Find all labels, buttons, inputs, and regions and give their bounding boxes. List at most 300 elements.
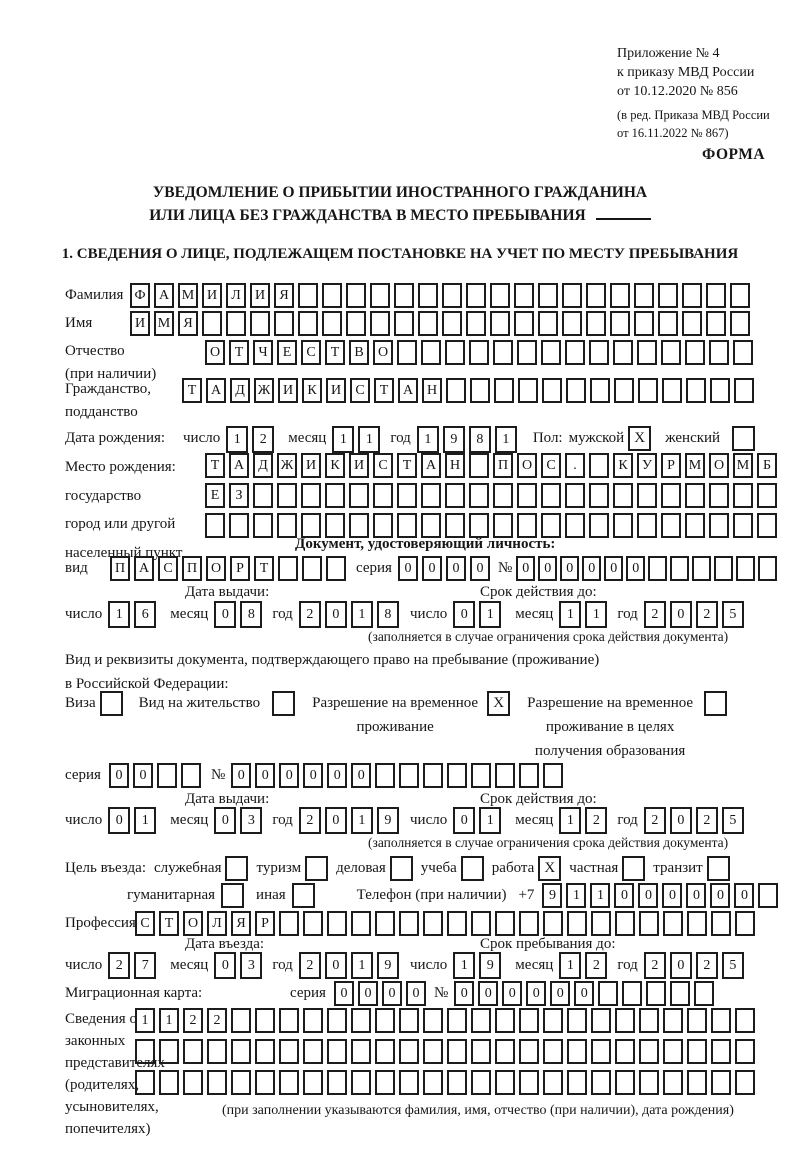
char-box[interactable] bbox=[517, 340, 537, 365]
char-box[interactable]: А bbox=[154, 283, 174, 308]
char-box[interactable]: . bbox=[565, 453, 585, 478]
char-box[interactable] bbox=[646, 981, 666, 1006]
char-box[interactable]: Ж bbox=[277, 453, 297, 478]
char-box[interactable] bbox=[541, 513, 561, 538]
char-box[interactable] bbox=[325, 483, 345, 508]
purpose-private-checkbox[interactable] bbox=[622, 856, 645, 881]
char-box[interactable] bbox=[351, 1039, 371, 1064]
char-box[interactable] bbox=[730, 311, 750, 336]
char-box[interactable]: 0 bbox=[422, 556, 442, 581]
char-box[interactable] bbox=[399, 1070, 419, 1095]
char-box[interactable]: С bbox=[541, 453, 561, 478]
char-box[interactable] bbox=[610, 311, 630, 336]
char-box[interactable] bbox=[682, 283, 702, 308]
char-box[interactable]: 2 bbox=[183, 1008, 203, 1033]
char-box[interactable] bbox=[543, 763, 563, 788]
char-box[interactable]: К bbox=[325, 453, 345, 478]
char-box[interactable] bbox=[519, 1039, 539, 1064]
purpose-humanitarian-checkbox[interactable] bbox=[221, 883, 244, 908]
char-box[interactable] bbox=[466, 311, 486, 336]
char-box[interactable]: 2 bbox=[252, 426, 274, 453]
char-box[interactable] bbox=[322, 283, 342, 308]
char-box[interactable] bbox=[589, 513, 609, 538]
char-box[interactable] bbox=[662, 378, 682, 403]
char-box[interactable] bbox=[565, 483, 585, 508]
char-box[interactable] bbox=[394, 283, 414, 308]
char-box[interactable]: 2 bbox=[644, 807, 666, 834]
char-box[interactable] bbox=[495, 1070, 515, 1095]
char-box[interactable] bbox=[733, 340, 753, 365]
char-box[interactable]: 2 bbox=[108, 952, 130, 979]
char-box[interactable]: 1 bbox=[559, 807, 581, 834]
char-box[interactable] bbox=[567, 1039, 587, 1064]
char-box[interactable]: 0 bbox=[279, 763, 299, 788]
char-box[interactable]: 0 bbox=[626, 556, 645, 581]
char-box[interactable] bbox=[709, 340, 729, 365]
female-checkbox[interactable] bbox=[732, 426, 755, 451]
char-box[interactable] bbox=[562, 283, 582, 308]
char-box[interactable] bbox=[757, 483, 777, 508]
char-box[interactable] bbox=[327, 1008, 347, 1033]
char-box[interactable] bbox=[663, 1039, 683, 1064]
char-box[interactable]: Д bbox=[230, 378, 250, 403]
char-box[interactable]: 1 bbox=[108, 601, 130, 628]
char-box[interactable] bbox=[519, 1070, 539, 1095]
char-box[interactable] bbox=[349, 483, 369, 508]
char-box[interactable]: 1 bbox=[358, 426, 380, 453]
char-box[interactable] bbox=[202, 311, 222, 336]
char-box[interactable]: Ч bbox=[253, 340, 273, 365]
char-box[interactable]: 2 bbox=[207, 1008, 227, 1033]
char-box[interactable]: Е bbox=[205, 483, 225, 508]
char-box[interactable] bbox=[634, 311, 654, 336]
char-box[interactable] bbox=[327, 1070, 347, 1095]
char-box[interactable]: А bbox=[206, 378, 226, 403]
char-box[interactable]: В bbox=[349, 340, 369, 365]
char-box[interactable] bbox=[183, 1070, 203, 1095]
char-box[interactable] bbox=[685, 340, 705, 365]
char-box[interactable] bbox=[598, 981, 618, 1006]
char-box[interactable] bbox=[567, 1070, 587, 1095]
char-box[interactable]: О bbox=[183, 911, 203, 936]
char-box[interactable] bbox=[685, 483, 705, 508]
char-box[interactable] bbox=[495, 1008, 515, 1033]
char-box[interactable] bbox=[447, 763, 467, 788]
char-box[interactable] bbox=[418, 311, 438, 336]
char-box[interactable]: 0 bbox=[358, 981, 378, 1006]
char-box[interactable] bbox=[351, 1008, 371, 1033]
char-box[interactable] bbox=[685, 513, 705, 538]
char-box[interactable] bbox=[735, 1008, 755, 1033]
purpose-study-checkbox[interactable] bbox=[461, 856, 484, 881]
char-box[interactable] bbox=[566, 378, 586, 403]
temp-residence-edu-checkbox[interactable] bbox=[704, 691, 727, 716]
char-box[interactable] bbox=[490, 283, 510, 308]
char-box[interactable]: 2 bbox=[299, 952, 321, 979]
char-box[interactable] bbox=[423, 763, 443, 788]
char-box[interactable] bbox=[279, 1070, 299, 1095]
char-box[interactable] bbox=[622, 981, 642, 1006]
char-box[interactable] bbox=[303, 1039, 323, 1064]
char-box[interactable]: Я bbox=[178, 311, 198, 336]
purpose-tourism-checkbox[interactable] bbox=[305, 856, 328, 881]
char-box[interactable] bbox=[207, 1070, 227, 1095]
char-box[interactable] bbox=[519, 763, 539, 788]
char-box[interactable] bbox=[394, 311, 414, 336]
char-box[interactable]: Я bbox=[231, 911, 251, 936]
char-box[interactable]: 0 bbox=[133, 763, 153, 788]
char-box[interactable]: 0 bbox=[382, 981, 402, 1006]
char-box[interactable] bbox=[423, 1008, 443, 1033]
char-box[interactable] bbox=[637, 483, 657, 508]
char-box[interactable]: 0 bbox=[670, 952, 692, 979]
char-box[interactable] bbox=[495, 763, 515, 788]
char-box[interactable] bbox=[397, 340, 417, 365]
char-box[interactable] bbox=[694, 981, 714, 1006]
char-box[interactable]: 0 bbox=[670, 807, 692, 834]
char-box[interactable]: С bbox=[301, 340, 321, 365]
char-box[interactable]: 3 bbox=[240, 807, 262, 834]
char-box[interactable] bbox=[543, 911, 563, 936]
char-box[interactable] bbox=[423, 1070, 443, 1095]
char-box[interactable]: З bbox=[229, 483, 249, 508]
char-box[interactable]: Р bbox=[230, 556, 250, 581]
char-box[interactable]: Т bbox=[182, 378, 202, 403]
char-box[interactable] bbox=[255, 1039, 275, 1064]
char-box[interactable]: М bbox=[733, 453, 753, 478]
char-box[interactable] bbox=[397, 513, 417, 538]
char-box[interactable] bbox=[370, 311, 390, 336]
char-box[interactable]: 0 bbox=[109, 763, 129, 788]
char-box[interactable] bbox=[373, 513, 393, 538]
char-box[interactable] bbox=[543, 1039, 563, 1064]
char-box[interactable]: А bbox=[421, 453, 441, 478]
char-box[interactable] bbox=[253, 513, 273, 538]
char-box[interactable] bbox=[302, 556, 322, 581]
char-box[interactable] bbox=[322, 311, 342, 336]
char-box[interactable] bbox=[303, 1008, 323, 1033]
char-box[interactable] bbox=[494, 378, 514, 403]
char-box[interactable] bbox=[682, 311, 702, 336]
char-box[interactable] bbox=[639, 1039, 659, 1064]
char-box[interactable]: К bbox=[613, 453, 633, 478]
char-box[interactable]: 9 bbox=[542, 883, 562, 908]
char-box[interactable] bbox=[541, 340, 561, 365]
char-box[interactable] bbox=[423, 1039, 443, 1064]
char-box[interactable] bbox=[736, 556, 755, 581]
char-box[interactable] bbox=[442, 283, 462, 308]
char-box[interactable] bbox=[567, 1008, 587, 1033]
char-box[interactable] bbox=[301, 513, 321, 538]
char-box[interactable] bbox=[274, 311, 294, 336]
char-box[interactable] bbox=[711, 1039, 731, 1064]
char-box[interactable]: О bbox=[517, 453, 537, 478]
char-box[interactable]: А bbox=[134, 556, 154, 581]
char-box[interactable]: Я bbox=[274, 283, 294, 308]
char-box[interactable] bbox=[397, 483, 417, 508]
char-box[interactable] bbox=[663, 911, 683, 936]
char-box[interactable]: 0 bbox=[638, 883, 658, 908]
char-box[interactable] bbox=[205, 513, 225, 538]
char-box[interactable]: 0 bbox=[214, 807, 236, 834]
char-box[interactable] bbox=[301, 483, 321, 508]
char-box[interactable]: 5 bbox=[722, 952, 744, 979]
char-box[interactable] bbox=[614, 378, 634, 403]
char-box[interactable] bbox=[514, 311, 534, 336]
char-box[interactable] bbox=[469, 453, 489, 478]
char-box[interactable]: 2 bbox=[299, 807, 321, 834]
purpose-other-checkbox[interactable] bbox=[292, 883, 315, 908]
char-box[interactable] bbox=[445, 483, 465, 508]
char-box[interactable] bbox=[373, 483, 393, 508]
char-box[interactable]: 1 bbox=[226, 426, 248, 453]
char-box[interactable] bbox=[229, 513, 249, 538]
char-box[interactable] bbox=[538, 311, 558, 336]
char-box[interactable] bbox=[399, 1039, 419, 1064]
char-box[interactable]: 0 bbox=[550, 981, 570, 1006]
char-box[interactable]: И bbox=[250, 283, 270, 308]
char-box[interactable] bbox=[346, 283, 366, 308]
char-box[interactable]: 8 bbox=[377, 601, 399, 628]
char-box[interactable] bbox=[586, 311, 606, 336]
char-box[interactable]: Н bbox=[445, 453, 465, 478]
char-box[interactable] bbox=[586, 283, 606, 308]
char-box[interactable] bbox=[375, 1070, 395, 1095]
char-box[interactable] bbox=[375, 763, 395, 788]
char-box[interactable] bbox=[710, 378, 730, 403]
char-box[interactable] bbox=[298, 283, 318, 308]
char-box[interactable] bbox=[686, 378, 706, 403]
char-box[interactable] bbox=[327, 911, 347, 936]
char-box[interactable]: 0 bbox=[686, 883, 706, 908]
char-box[interactable]: Ф bbox=[130, 283, 150, 308]
char-box[interactable]: 2 bbox=[585, 952, 607, 979]
char-box[interactable]: О bbox=[206, 556, 226, 581]
char-box[interactable]: 1 bbox=[417, 426, 439, 453]
char-box[interactable] bbox=[734, 378, 754, 403]
char-box[interactable]: М bbox=[178, 283, 198, 308]
char-box[interactable] bbox=[613, 513, 633, 538]
char-box[interactable] bbox=[639, 1070, 659, 1095]
char-box[interactable] bbox=[637, 513, 657, 538]
char-box[interactable]: 0 bbox=[453, 807, 475, 834]
char-box[interactable]: 0 bbox=[478, 981, 498, 1006]
char-box[interactable]: 0 bbox=[214, 952, 236, 979]
char-box[interactable]: Т bbox=[205, 453, 225, 478]
char-box[interactable] bbox=[658, 283, 678, 308]
char-box[interactable] bbox=[421, 340, 441, 365]
char-box[interactable]: 1 bbox=[351, 952, 373, 979]
char-box[interactable]: 8 bbox=[240, 601, 262, 628]
char-box[interactable]: П bbox=[493, 453, 513, 478]
char-box[interactable] bbox=[711, 1070, 731, 1095]
char-box[interactable] bbox=[447, 1008, 467, 1033]
temp-residence-checkbox[interactable]: X bbox=[487, 691, 510, 716]
char-box[interactable] bbox=[615, 1008, 635, 1033]
char-box[interactable] bbox=[183, 1039, 203, 1064]
residence-permit-checkbox[interactable] bbox=[272, 691, 295, 716]
char-box[interactable]: 0 bbox=[231, 763, 251, 788]
char-box[interactable]: Т bbox=[397, 453, 417, 478]
char-box[interactable]: О bbox=[205, 340, 225, 365]
char-box[interactable] bbox=[758, 556, 777, 581]
char-box[interactable] bbox=[399, 911, 419, 936]
char-box[interactable] bbox=[375, 911, 395, 936]
char-box[interactable] bbox=[490, 311, 510, 336]
char-box[interactable] bbox=[278, 556, 298, 581]
char-box[interactable] bbox=[706, 311, 726, 336]
char-box[interactable]: Н bbox=[422, 378, 442, 403]
char-box[interactable]: 1 bbox=[135, 1008, 155, 1033]
char-box[interactable]: 6 bbox=[134, 601, 156, 628]
char-box[interactable] bbox=[687, 1070, 707, 1095]
char-box[interactable] bbox=[615, 1039, 635, 1064]
char-box[interactable] bbox=[159, 1070, 179, 1095]
char-box[interactable] bbox=[469, 513, 489, 538]
char-box[interactable]: Р bbox=[661, 453, 681, 478]
male-checkbox[interactable]: X bbox=[628, 426, 651, 451]
char-box[interactable] bbox=[610, 283, 630, 308]
char-box[interactable] bbox=[538, 283, 558, 308]
char-box[interactable] bbox=[733, 483, 753, 508]
char-box[interactable] bbox=[670, 556, 689, 581]
char-box[interactable] bbox=[159, 1039, 179, 1064]
char-box[interactable] bbox=[518, 378, 538, 403]
char-box[interactable] bbox=[711, 1008, 731, 1033]
char-box[interactable]: 1 bbox=[332, 426, 354, 453]
char-box[interactable]: 8 bbox=[469, 426, 491, 453]
char-box[interactable] bbox=[277, 513, 297, 538]
char-box[interactable]: П bbox=[110, 556, 130, 581]
char-box[interactable] bbox=[589, 340, 609, 365]
char-box[interactable] bbox=[733, 513, 753, 538]
char-box[interactable] bbox=[298, 311, 318, 336]
char-box[interactable] bbox=[591, 1039, 611, 1064]
char-box[interactable] bbox=[519, 911, 539, 936]
char-box[interactable] bbox=[493, 340, 513, 365]
char-box[interactable]: Т bbox=[229, 340, 249, 365]
char-box[interactable] bbox=[735, 1039, 755, 1064]
char-box[interactable]: 2 bbox=[644, 601, 666, 628]
char-box[interactable] bbox=[517, 483, 537, 508]
char-box[interactable] bbox=[495, 1039, 515, 1064]
char-box[interactable]: 7 bbox=[134, 952, 156, 979]
char-box[interactable]: 1 bbox=[351, 601, 373, 628]
char-box[interactable] bbox=[442, 311, 462, 336]
char-box[interactable]: 1 bbox=[159, 1008, 179, 1033]
char-box[interactable] bbox=[466, 283, 486, 308]
char-box[interactable] bbox=[255, 1070, 275, 1095]
char-box[interactable] bbox=[565, 340, 585, 365]
char-box[interactable]: 0 bbox=[604, 556, 623, 581]
char-box[interactable] bbox=[661, 483, 681, 508]
char-box[interactable]: 0 bbox=[614, 883, 634, 908]
purpose-official-checkbox[interactable] bbox=[225, 856, 248, 881]
char-box[interactable] bbox=[445, 513, 465, 538]
char-box[interactable]: 0 bbox=[502, 981, 522, 1006]
char-box[interactable]: 1 bbox=[479, 807, 501, 834]
char-box[interactable] bbox=[589, 483, 609, 508]
char-box[interactable]: 0 bbox=[734, 883, 754, 908]
char-box[interactable] bbox=[567, 911, 587, 936]
char-box[interactable] bbox=[687, 1008, 707, 1033]
char-box[interactable]: Л bbox=[226, 283, 246, 308]
char-box[interactable] bbox=[135, 1039, 155, 1064]
char-box[interactable] bbox=[250, 311, 270, 336]
char-box[interactable]: 0 bbox=[255, 763, 275, 788]
char-box[interactable] bbox=[255, 1008, 275, 1033]
char-box[interactable] bbox=[692, 556, 711, 581]
char-box[interactable] bbox=[517, 513, 537, 538]
char-box[interactable] bbox=[421, 483, 441, 508]
char-box[interactable]: 9 bbox=[479, 952, 501, 979]
char-box[interactable]: 2 bbox=[696, 601, 718, 628]
char-box[interactable] bbox=[711, 911, 731, 936]
visa-checkbox[interactable] bbox=[100, 691, 123, 716]
char-box[interactable] bbox=[231, 1039, 251, 1064]
char-box[interactable] bbox=[277, 483, 297, 508]
char-box[interactable]: 1 bbox=[453, 952, 475, 979]
char-box[interactable]: 3 bbox=[240, 952, 262, 979]
char-box[interactable]: Л bbox=[207, 911, 227, 936]
char-box[interactable] bbox=[279, 1008, 299, 1033]
char-box[interactable] bbox=[349, 513, 369, 538]
char-box[interactable] bbox=[730, 283, 750, 308]
char-box[interactable]: 0 bbox=[108, 807, 130, 834]
char-box[interactable] bbox=[519, 1008, 539, 1033]
char-box[interactable] bbox=[757, 513, 777, 538]
char-box[interactable] bbox=[375, 1008, 395, 1033]
char-box[interactable] bbox=[591, 911, 611, 936]
char-box[interactable]: 0 bbox=[325, 807, 347, 834]
char-box[interactable]: Т bbox=[159, 911, 179, 936]
char-box[interactable] bbox=[543, 1008, 563, 1033]
char-box[interactable] bbox=[613, 483, 633, 508]
char-box[interactable] bbox=[542, 378, 562, 403]
char-box[interactable] bbox=[613, 340, 633, 365]
char-box[interactable] bbox=[758, 883, 778, 908]
purpose-work-checkbox[interactable]: X bbox=[538, 856, 561, 881]
char-box[interactable]: 0 bbox=[398, 556, 418, 581]
char-box[interactable]: 0 bbox=[526, 981, 546, 1006]
char-box[interactable] bbox=[423, 911, 443, 936]
char-box[interactable] bbox=[469, 340, 489, 365]
char-box[interactable] bbox=[615, 1070, 635, 1095]
char-box[interactable] bbox=[469, 483, 489, 508]
char-box[interactable]: И bbox=[349, 453, 369, 478]
char-box[interactable] bbox=[670, 981, 690, 1006]
char-box[interactable] bbox=[663, 1008, 683, 1033]
char-box[interactable] bbox=[709, 483, 729, 508]
char-box[interactable] bbox=[181, 763, 201, 788]
char-box[interactable] bbox=[565, 513, 585, 538]
char-box[interactable]: 5 bbox=[722, 601, 744, 628]
char-box[interactable] bbox=[543, 1070, 563, 1095]
char-box[interactable] bbox=[418, 283, 438, 308]
char-box[interactable]: 0 bbox=[325, 601, 347, 628]
char-box[interactable] bbox=[495, 911, 515, 936]
char-box[interactable]: 2 bbox=[299, 601, 321, 628]
char-box[interactable] bbox=[303, 911, 323, 936]
char-box[interactable]: 2 bbox=[696, 807, 718, 834]
char-box[interactable]: С bbox=[373, 453, 393, 478]
char-box[interactable] bbox=[591, 1070, 611, 1095]
char-box[interactable]: М bbox=[154, 311, 174, 336]
char-box[interactable]: 2 bbox=[696, 952, 718, 979]
char-box[interactable]: И bbox=[278, 378, 298, 403]
char-box[interactable]: С bbox=[158, 556, 178, 581]
char-box[interactable]: 0 bbox=[327, 763, 347, 788]
